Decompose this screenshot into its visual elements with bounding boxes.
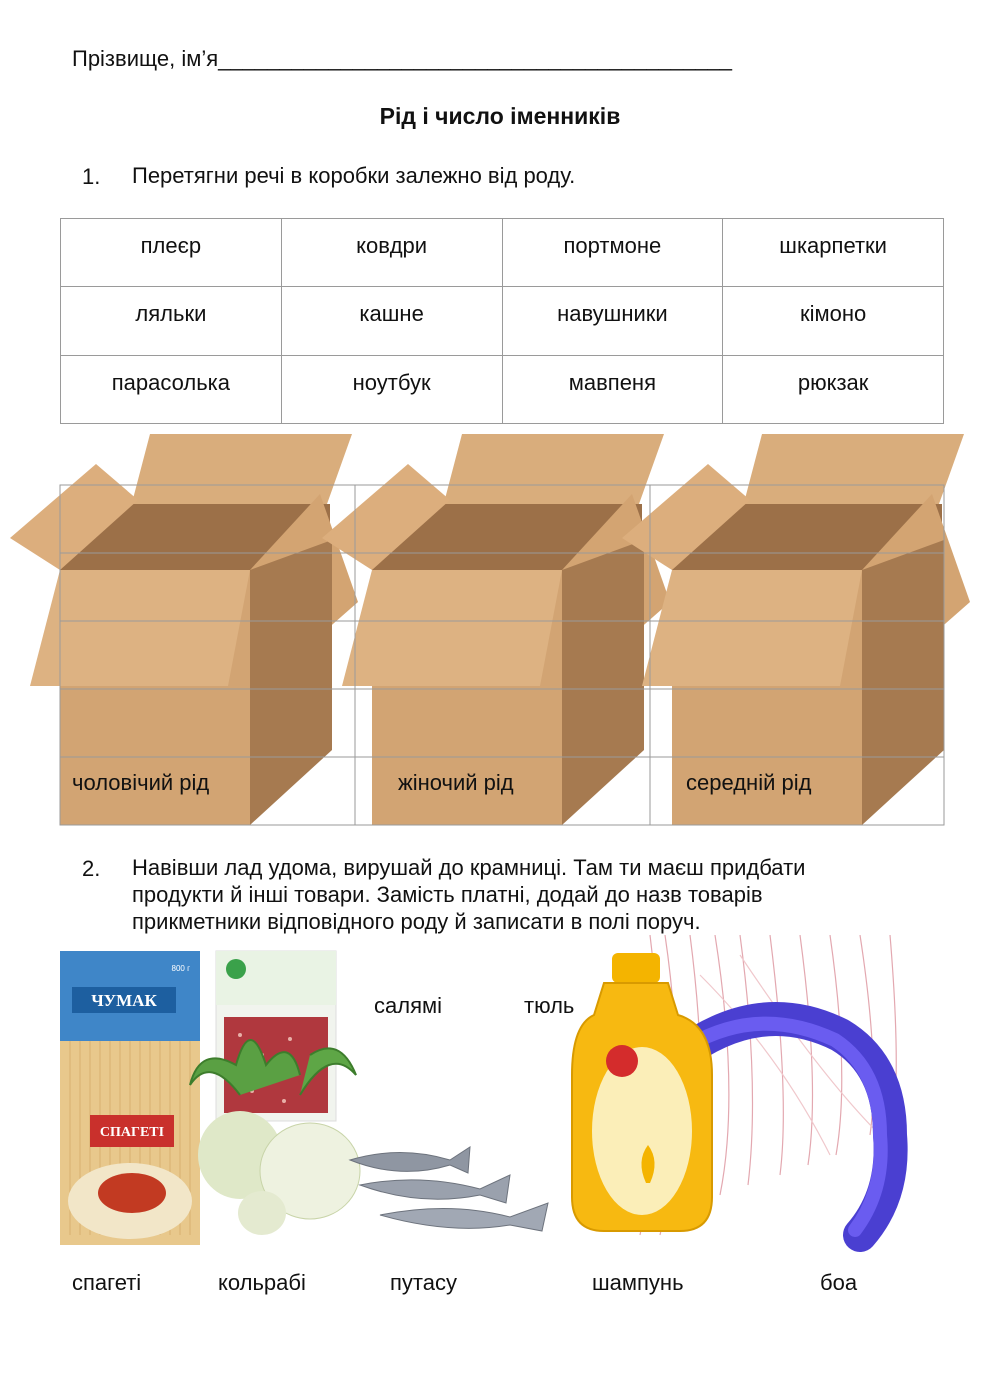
- name-line: Прізвище, ім’я__________________________________________: [72, 46, 733, 71]
- products-illustration: [0, 935, 1000, 1255]
- word-card[interactable]: плеєр: [61, 219, 282, 287]
- item-label-salami: салямі: [374, 993, 442, 1018]
- word-card[interactable]: кімоно: [723, 287, 944, 355]
- word-card[interactable]: навушники: [502, 287, 723, 355]
- spaghetti-name: СПАГЕТІ: [99, 1125, 165, 1140]
- word-card[interactable]: ковдри: [281, 219, 502, 287]
- item-label-blue-whiting: путасу: [390, 1270, 457, 1295]
- item-label-spaghetti: спагеті: [72, 1270, 142, 1295]
- task1-number: 1.: [82, 164, 101, 189]
- word-card[interactable]: кашне: [281, 287, 502, 355]
- word-card[interactable]: шкарпетки: [723, 219, 944, 287]
- spaghetti-image: [60, 951, 200, 1245]
- box-label-neuter: середній рід: [686, 770, 812, 795]
- task2-line: Навівши лад удома, вирушай до крамниці. Там ти маєш придбати: [132, 855, 806, 880]
- spaghetti-brand: ЧУМАК: [91, 991, 157, 1010]
- word-card[interactable]: ляльки: [61, 287, 282, 355]
- item-label-shampoo: шампунь: [592, 1270, 684, 1295]
- shampoo-image: [572, 953, 712, 1231]
- box-neuter: [622, 434, 970, 825]
- box-label-feminine: жіночий рід: [398, 770, 514, 795]
- word-card[interactable]: парасолька: [61, 355, 282, 423]
- item-label-boa: боа: [820, 1270, 858, 1295]
- task2-text: [132, 854, 805, 935]
- item-label-kohlrabi: кольрабі: [218, 1270, 306, 1295]
- box-label-masculine: чоловічий рід: [72, 770, 210, 795]
- word-table: [60, 218, 944, 424]
- task2-line: продукти й інші товари. Замість платні, додай до назв товарів: [132, 882, 763, 907]
- task2-line: прикметники відповідного роду й записати в полі поруч.: [132, 909, 701, 934]
- task1-text: Перетягни речі в коробки залежно від роду.: [132, 163, 576, 188]
- salami-image: [216, 951, 336, 1121]
- word-card[interactable]: портмоне: [502, 219, 723, 287]
- word-card[interactable]: рюкзак: [723, 355, 944, 423]
- spaghetti-weight: 800 г: [171, 964, 190, 973]
- box-masculine: [10, 434, 358, 825]
- word-card[interactable]: ноутбук: [281, 355, 502, 423]
- word-card[interactable]: мавпеня: [502, 355, 723, 423]
- box-feminine: [322, 434, 670, 825]
- item-label-tulle: тюль: [524, 993, 575, 1018]
- task2-number: 2.: [82, 856, 101, 881]
- fish-image: [350, 1147, 548, 1231]
- page-title: Рід і число іменників: [379, 103, 621, 129]
